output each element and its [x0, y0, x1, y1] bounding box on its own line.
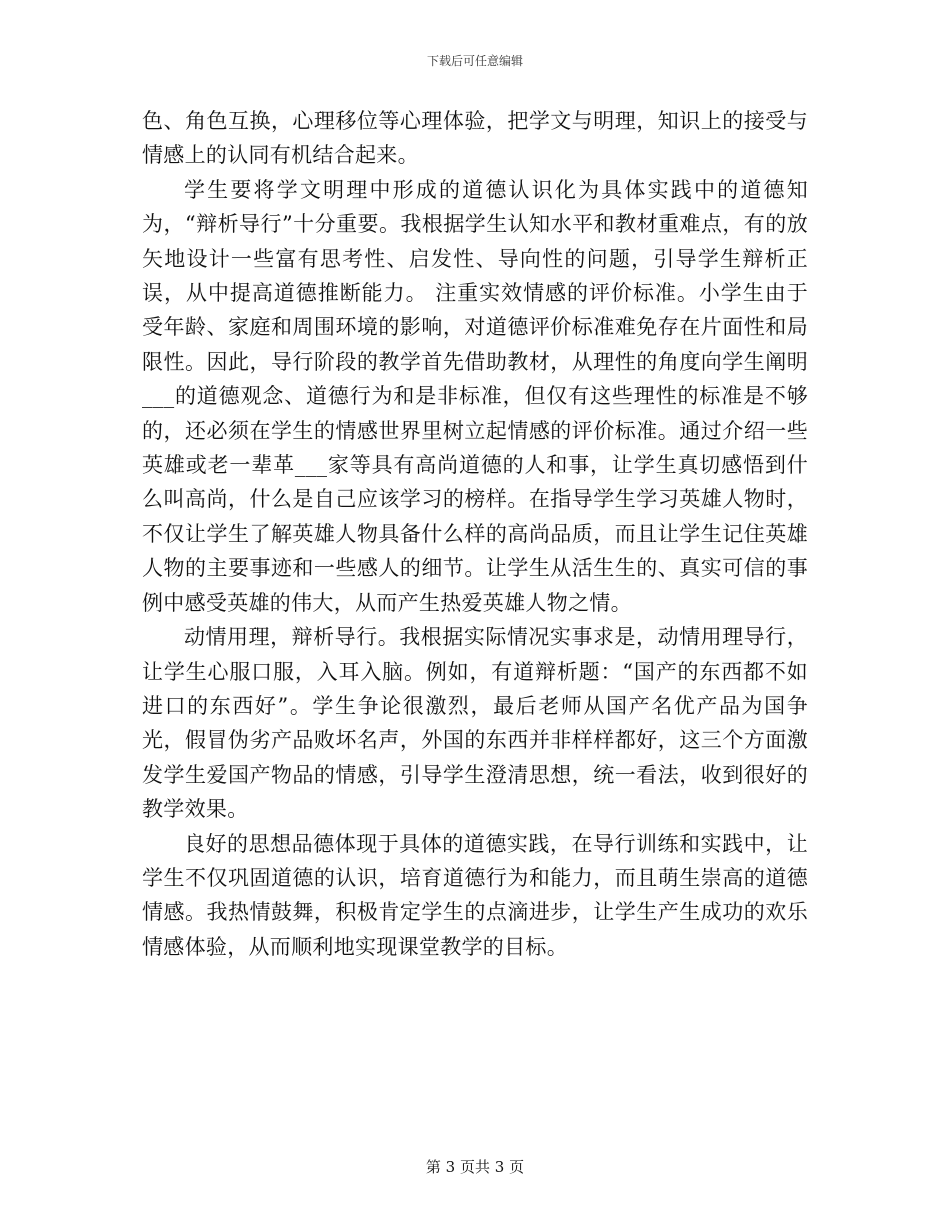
paragraph-3: 动情用理，辩析导行。我根据实际情况实事求是，动情用理导行，让学生心服口服，入耳入脑。例如，有道辩析题：“国产的东西都不如进口的东西好”。学生争论很激烈，最后老师从国产名优产品为国争光，假冒伪劣产品败坏名声，外国的东西并非样样都好，这三个方面激发学生爱国产物品的情感，引导学生澄清思想，统一看法，收到很好的教学效果。: [142, 625, 808, 822]
page-number: 第 3 页共 3 页: [425, 1158, 525, 1176]
page-header: 下载后可任意编辑: [426, 54, 523, 68]
document-body: [142, 104, 808, 964]
paragraph-2: 学生要将学文明理中形成的道德认识化为具体实践中的道德知为，“辩析导行”十分重要。我根据学生认知水平和教材重难点，有的放矢地设计一些富有思考性、启发性、导向性的问题，引导学生辩析正误，从中提高道德推断能力。 注重实效情感的评价标准。小学生由于受年龄、家庭和周围环境的影响，对道德评价标准难免存在片面性和局限性。因此，导行阶段的教学首先借助教材，从理性的角度向学生阐明___的道德观念、道德行为和是非标准，但仅有这些理性的标准是不够的，还必须在学生的情感世界里树立起情感的评价标准。通过介绍一些英雄或老一辈革___家等具有高尚道德的人和事，让学生真切感悟到什么叫高尚，什么是自己应该学习的榜样。在指导学生学习英雄人物时，不仅让学生了解英雄人物具备什么样的高尚品质，而且让学生记住英雄人物的主要事迹和一些感人的细节。让学生从活生生的、真实可信的事例中感受英雄的伟大，从而产生热爱英雄人物之情。: [142, 177, 808, 615]
paragraph-1: 色、角色互换，心理移位等心理体验，把学文与明理，知识上的接受与情感上的认同有机结合起来。: [142, 109, 808, 168]
paragraph-4: 良好的思想品德体现于具体的道德实践，在导行训练和实践中，让学生不仅巩固道德的认识，培育道德行为和能力，而且萌生崇高的道德情感。我热情鼓舞，积极肯定学生的点滴进步，让学生产生成功的欢乐情感体验，从而顺利地实现课堂教学的目标。: [142, 831, 808, 959]
